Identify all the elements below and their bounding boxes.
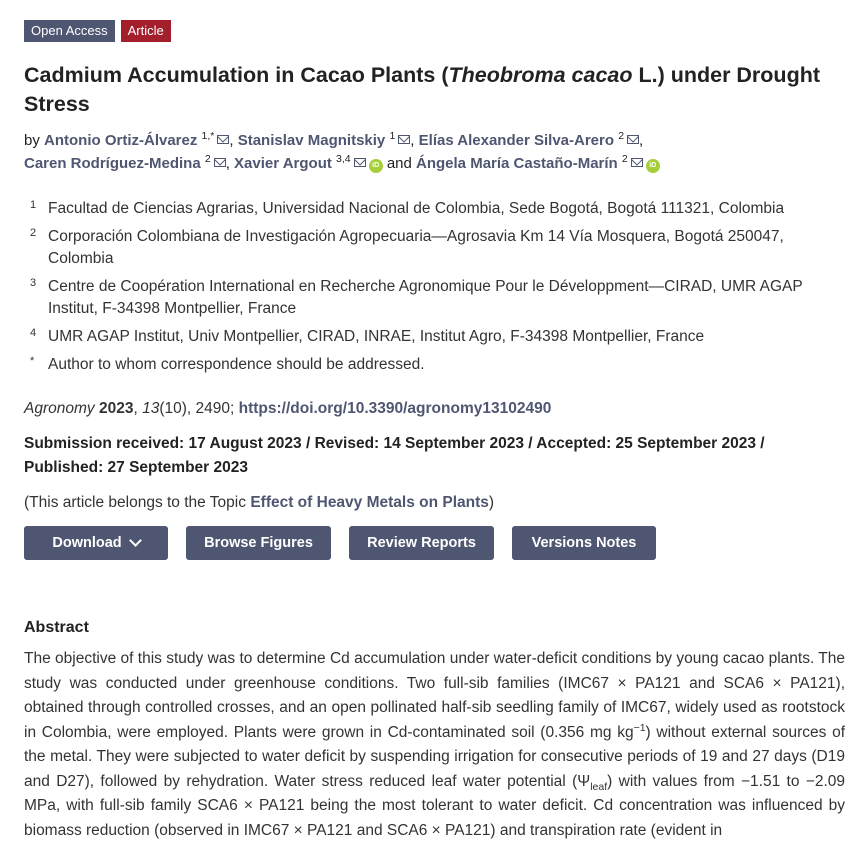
chevron-down-icon [129, 534, 142, 547]
badges [24, 20, 845, 42]
author-link[interactable]: Stanislav Magnitskiy [237, 132, 386, 149]
affiliation-item: 1 Facultad de Ciencias Agrarias, Universidad Nacional de Colombia, Sede Bogotá, Bogotá 111321, Colombia [30, 199, 785, 217]
affiliation-item: 4 UMR AGAP Institut, Univ Montpellier, CIRAD, INRAE, Institut Agro, F-34398 Montpellier, France [30, 327, 705, 345]
abstract-heading: Abstract [24, 619, 89, 636]
email-icon[interactable] [631, 158, 643, 167]
author-link[interactable]: Xavier Argout [234, 155, 332, 172]
affiliations [30, 198, 845, 376]
affiliation-item: * Author to whom correspondence should be addressed. [30, 355, 425, 373]
author-link[interactable]: Elías Alexander Silva-Arero [418, 132, 615, 149]
review-reports-button[interactable]: Review Reports [349, 526, 494, 560]
citation: Agronomy 2023, 13(10), 2490; https://doi.org/10.3390/agronomy13102490 [24, 400, 552, 417]
article-type-badge: Article [121, 20, 171, 42]
author-list: by Antonio Ortiz-Álvarez $^{1,*}$ , Stanislav Magnitskiy $^1$ , Elías Alexander Silva-Arero $^2$ , Caren Rodríguez-Medina $^2$ , Xavier Argout $^{3,4}$iD and Ángela María Castaño-Marín $^2$iD [24, 129, 845, 175]
affiliation-item: 2 Corporación Colombiana de Investigación Agropecuaria—Agrosavia Km 14 Vía Mosquera, Bogotá 250047, Colombia [30, 227, 784, 267]
email-icon[interactable] [217, 135, 229, 144]
email-icon[interactable] [627, 135, 639, 144]
publication-dates: Submission received: 17 August 2023 / Revised: 14 September 2023 / Accepted: 25 September 2023 / Published: 27 September 2023 [24, 435, 765, 476]
topic-note: (This article belongs to the Topic Effect of Heavy Metals on Plants) [24, 494, 495, 511]
email-icon[interactable] [398, 135, 410, 144]
action-buttons [24, 526, 845, 560]
download-button[interactable]: Download [24, 526, 168, 560]
author-link[interactable]: Caren Rodríguez-Medina [24, 155, 201, 172]
doi-link[interactable]: https://doi.org/10.3390/agronomy13102490 [238, 400, 552, 417]
orcid-icon[interactable]: iD [369, 159, 383, 173]
topic-link[interactable]: Effect of Heavy Metals on Plants [250, 494, 489, 511]
email-icon[interactable] [214, 158, 226, 167]
browse-figures-button[interactable]: Browse Figures [186, 526, 331, 560]
orcid-icon[interactable]: iD [646, 159, 660, 173]
author-link[interactable]: Antonio Ortiz-Álvarez [44, 132, 198, 149]
author-link[interactable]: Ángela María Castaño-Marín [416, 155, 618, 172]
versions-notes-button[interactable]: Versions Notes [512, 526, 656, 560]
open-access-badge[interactable]: Open Access [24, 20, 115, 42]
email-icon[interactable] [354, 158, 366, 167]
affiliation-item: 3 Centre de Coopération International en Recherche Agronomique Pour le Développment—CIRAD, UMR AGAP Institut, F-34398 Montpellier, France [30, 277, 803, 317]
article-title: Cadmium Accumulation in Cacao Plants (Theobroma cacao L.) under Drought Stress [24, 63, 820, 116]
abstract-text: The objective of this study was to determine Cd accumulation under water-deficit conditions by young cacao plants. The study was conducted under greenhouse conditions. Two full-sib families (IMC67 × PA121 and SCA6 × PA121), obtained through controlled crosses, and an open pollinated half-sib seedling family of IMC67, widely used as rootstock in Colombia, were employed. Plants were grown in Cd-contaminated soil (0.356 mg $kg^{-1}$) without external sources of the metal. They were subjected to water deficit by suspending irrigation for consecutive periods of 19 and 27 days (D19 and D27), followed by rehydration. Water stress reduced leaf water potential $(\Psi_{leaf})$ with values from −1.51 to −2.09 MPa, with full-sib family SCA6 × PA121 being the most tolerant to water deficit. Cd concentration was influenced by biomass reduction (observed in IMC67 × PA121 and SCA6 × PA121) and transpiration rate (evident in [24, 650, 846, 839]
